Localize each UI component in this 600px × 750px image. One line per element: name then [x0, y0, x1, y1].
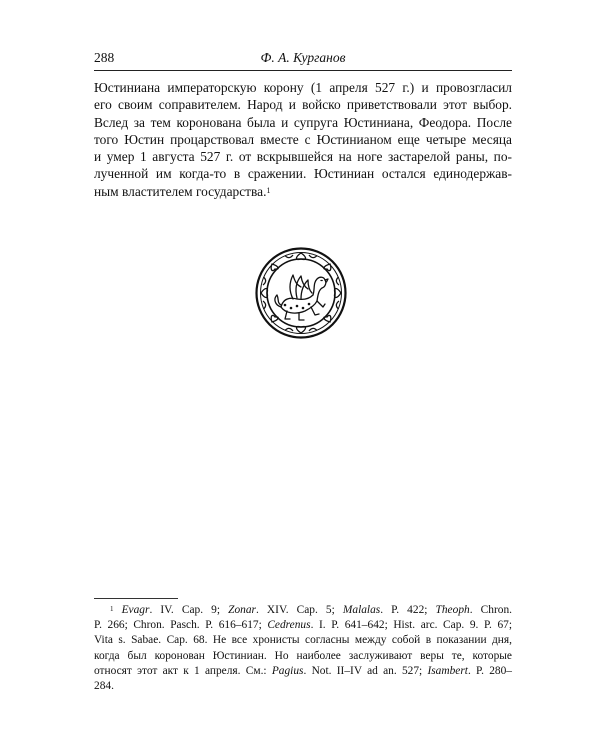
- source-zonar: Zonar: [228, 604, 256, 616]
- footnote-text: . XIV. Cap. 5;: [255, 604, 343, 616]
- footnote-line: [94, 603, 512, 618]
- body-line-text: ным властителем государства.: [94, 183, 267, 199]
- footnote-text: . Chron.: [469, 604, 512, 616]
- body-text: [94, 79, 512, 200]
- footnote: [94, 603, 512, 694]
- footnote-text: P. 266; Chron. Pasch. P. 616–617;: [94, 619, 268, 632]
- footnote-text: . I. P. 641–642; Hist. arc. Cap. 9. P. 67;: [310, 619, 513, 632]
- source-evagr: Evagr: [121, 604, 150, 616]
- griffin-medallion-icon: [255, 247, 347, 339]
- footnote-text: . Not. II–IV ad an. 527;: [303, 664, 428, 677]
- footnote-text: относят этот акт к 1 апреля. См.:: [94, 664, 272, 677]
- source-pagius: Pagius: [271, 664, 304, 677]
- body-line: и умер 1 августа 527 г. от вскрывшейся на ноге застарелой раны, по-: [94, 149, 512, 165]
- body-line: Юстиниана императорскую корону (1 апреля 527 г.) и провозгласил: [94, 80, 512, 95]
- body-line: того Юстин процарствовал вместе с Юстинианом еще четыре месяца: [94, 131, 512, 147]
- footnote-line: когда был коронован Юстиниан. Но наиболее заслуживают веры те, которые: [94, 649, 512, 662]
- source-malalas: Malalas: [342, 604, 381, 616]
- source-theoph: Theoph: [435, 604, 470, 616]
- footnote-line: Vita s. Sabae. Cap. 68. Не все хронисты согласны между собой в показании дня,: [94, 634, 512, 647]
- footnote-line-last: 284.: [94, 680, 114, 693]
- body-line-last: [94, 183, 512, 200]
- footnote-marker: 1: [110, 605, 114, 613]
- footnote-line: [94, 618, 512, 633]
- source-cedrenus: Cedrenus: [267, 619, 311, 632]
- page-number: 288: [94, 50, 115, 65]
- running-head: Ф. А. Курганов: [260, 50, 346, 65]
- page-header: [94, 50, 512, 68]
- footnote-reference: 1: [266, 185, 271, 195]
- header-rule: [94, 70, 512, 71]
- body-line: его своим соправителем. Народ и войско приветствовали этот выбор.: [94, 97, 512, 113]
- footnote-text: . P. 422;: [380, 604, 436, 616]
- body-line: Вслед за тем коронована была и супруга Юстиниана, Феодора. После: [94, 114, 512, 130]
- body-line: лученной им когда-то в сражении. Юстиниан остался единодержав-: [94, 166, 512, 182]
- footnote-line: [94, 664, 512, 679]
- source-isambert: Isambert: [427, 664, 468, 677]
- footnote-rule: [94, 598, 178, 599]
- footnote-text: . P. 280–: [467, 664, 512, 677]
- footnote-text: . IV. Cap. 9;: [149, 604, 229, 616]
